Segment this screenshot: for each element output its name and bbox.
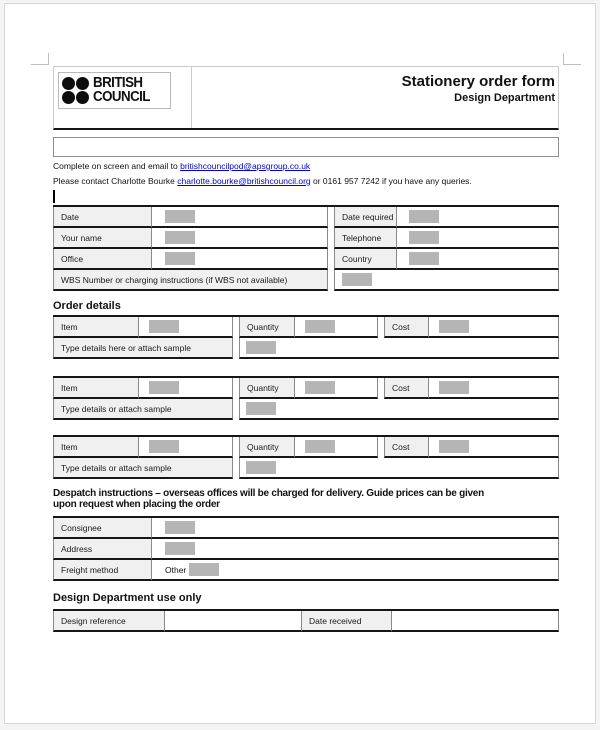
details-1-cell <box>239 338 559 359</box>
item-label: Item <box>53 437 138 458</box>
info-table <box>53 205 559 291</box>
text-boundary-mark-top-left <box>48 53 49 65</box>
item-3-input[interactable] <box>149 440 179 453</box>
wbs-input[interactable] <box>342 273 372 286</box>
consignee-label: Consignee <box>53 518 151 539</box>
title-cell <box>192 67 558 128</box>
order-block-2 <box>53 376 559 420</box>
cost-label: Cost <box>384 317 428 338</box>
order-email-link[interactable]: britishcouncilpod@apsgroup.co.uk <box>180 161 311 171</box>
date-cell <box>151 207 328 228</box>
order-block-1 <box>53 315 559 359</box>
item-1-input[interactable] <box>149 320 179 333</box>
cost-2-input[interactable] <box>439 381 469 394</box>
instruction-1-text: Complete on screen and email to <box>53 161 181 171</box>
quantity-3-cell <box>294 437 378 458</box>
form-header <box>53 66 559 130</box>
text-boundary-mark-top-right-h <box>564 64 581 65</box>
freight-other-label: Other <box>165 564 187 575</box>
quantity-1-input[interactable] <box>305 320 335 333</box>
blank-header-box <box>53 137 559 157</box>
instruction-2-suffix: or 0161 957 7242 if you have any queries. <box>310 176 472 186</box>
wbs-cell <box>334 270 559 291</box>
design-use-heading: Design Department use only <box>53 592 202 604</box>
details-2-input[interactable] <box>246 402 276 415</box>
wbs-label: WBS Number or charging instructions (if WBS not available) <box>53 270 328 291</box>
form-subtitle: Design Department <box>454 92 555 104</box>
despatch-heading <box>53 488 559 510</box>
logo-text <box>93 77 150 104</box>
table-row <box>53 207 559 228</box>
order-details-heading: Order details <box>53 300 121 312</box>
consignee-cell <box>151 518 559 539</box>
british-council-logo <box>58 72 171 109</box>
freight-method-label: Freight method <box>53 560 151 581</box>
date-received-cell[interactable] <box>391 611 559 632</box>
country-label: Country <box>334 249 396 270</box>
despatch-table <box>53 516 559 581</box>
telephone-label: Telephone <box>334 228 396 249</box>
details-2-label: Type details or attach sample <box>53 399 233 420</box>
despatch-heading-line1: Despatch instructions – overseas offices will be charged for delivery. Guide prices can be given <box>53 488 484 499</box>
address-input[interactable] <box>165 542 195 555</box>
contact-email-link[interactable]: charlotte.bourke@britishcouncil.org <box>177 176 311 186</box>
instruction-line-2 <box>53 176 559 187</box>
details-1-label: Type details here or attach sample <box>53 338 233 359</box>
quantity-3-input[interactable] <box>305 440 335 453</box>
order-block-3 <box>53 435 559 479</box>
quantity-label: Quantity <box>239 437 294 458</box>
logo-dots-icon <box>62 77 89 104</box>
cost-2-cell <box>428 378 559 399</box>
item-2-cell <box>138 378 233 399</box>
table-row <box>53 458 559 479</box>
date-required-cell <box>396 207 559 228</box>
table-row <box>53 249 559 270</box>
quantity-2-cell <box>294 378 378 399</box>
date-required-label: Date required <box>334 207 396 228</box>
date-received-label: Date received <box>301 611 391 632</box>
document-page <box>4 3 596 724</box>
item-3-cell <box>138 437 233 458</box>
item-2-input[interactable] <box>149 381 179 394</box>
date-required-input[interactable] <box>409 210 439 223</box>
your-name-label: Your name <box>53 228 151 249</box>
cost-label: Cost <box>384 378 428 399</box>
office-cell <box>151 249 328 270</box>
text-caret <box>53 190 55 203</box>
details-3-cell <box>239 458 559 479</box>
details-2-cell <box>239 399 559 420</box>
design-use-table <box>53 609 559 632</box>
cost-3-input[interactable] <box>439 440 469 453</box>
cost-label: Cost <box>384 437 428 458</box>
table-row <box>53 437 559 458</box>
instruction-2-text: Please contact Charlotte Bourke <box>53 176 178 186</box>
quantity-2-input[interactable] <box>305 381 335 394</box>
text-boundary-mark-top-left-h <box>31 64 48 65</box>
design-reference-label: Design reference <box>53 611 164 632</box>
date-input[interactable] <box>165 210 195 223</box>
logo-cell <box>54 67 192 128</box>
office-input[interactable] <box>165 252 195 265</box>
cost-3-cell <box>428 437 559 458</box>
country-cell <box>396 249 559 270</box>
table-row <box>53 539 559 560</box>
quantity-label: Quantity <box>239 378 294 399</box>
page-content <box>53 66 559 632</box>
despatch-heading-line2: upon request when placing the order <box>53 499 220 510</box>
details-1-input[interactable] <box>246 341 276 354</box>
item-1-cell <box>138 317 233 338</box>
details-3-label: Type details or attach sample <box>53 458 233 479</box>
item-label: Item <box>53 378 138 399</box>
table-row <box>53 228 559 249</box>
telephone-input[interactable] <box>409 231 439 244</box>
quantity-label: Quantity <box>239 317 294 338</box>
table-row <box>53 518 559 539</box>
freight-method-cell <box>151 560 559 581</box>
quantity-1-cell <box>294 317 378 338</box>
address-cell <box>151 539 559 560</box>
logo-line1: BRITISH <box>93 75 143 91</box>
table-row <box>53 338 559 359</box>
your-name-input[interactable] <box>165 231 195 244</box>
design-reference-cell[interactable] <box>164 611 301 632</box>
table-row <box>53 270 559 291</box>
consignee-input[interactable] <box>165 521 195 534</box>
instruction-line-1 <box>53 161 559 172</box>
table-row <box>53 378 559 399</box>
cost-1-cell <box>428 317 559 338</box>
your-name-cell <box>151 228 328 249</box>
office-label: Office <box>53 249 151 270</box>
date-label: Date <box>53 207 151 228</box>
details-3-input[interactable] <box>246 461 276 474</box>
cost-1-input[interactable] <box>439 320 469 333</box>
logo-line2: COUNCIL <box>93 88 150 105</box>
freight-other-input[interactable] <box>189 563 219 576</box>
country-input[interactable] <box>409 252 439 265</box>
table-row <box>53 560 559 581</box>
table-row <box>53 317 559 338</box>
table-row <box>53 399 559 420</box>
form-title: Stationery order form <box>401 73 555 90</box>
telephone-cell <box>396 228 559 249</box>
address-label: Address <box>53 539 151 560</box>
item-label: Item <box>53 317 138 338</box>
table-row <box>53 611 559 632</box>
